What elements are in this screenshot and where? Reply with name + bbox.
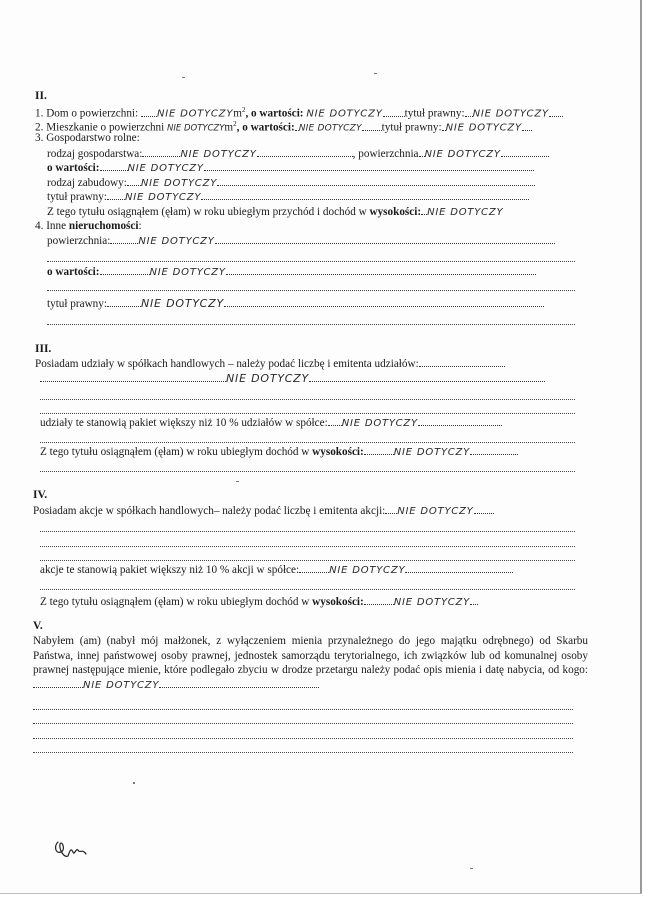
farm-area-label: , powierzchnia <box>352 148 419 160</box>
blank-line <box>40 470 575 472</box>
farm-area-entry: NIE DOTYCZY <box>424 149 501 160</box>
farm-title-entry: NIE DOTYCZY <box>124 192 202 203</box>
section-4-shares-label: Posiadam akcje w spółkach handlowych– należy podać liczbę i emitenta akcji: <box>33 505 386 517</box>
scan-speck <box>133 782 135 784</box>
section-4-heading: IV. <box>33 489 48 501</box>
farm-title-label: tytuł prawny: <box>47 191 107 203</box>
scan-speck <box>374 73 377 74</box>
section-4-pakiet-row <box>40 564 513 577</box>
farm-income-entry: NIE DOTYCZY <box>427 207 504 218</box>
farm-value-row <box>47 162 534 175</box>
blank-line <box>40 588 575 590</box>
house-value-entry: NIE DOTYCZY <box>306 108 383 120</box>
signature-mark <box>52 836 92 866</box>
section-5-entry: NIE DOTYCZY <box>83 679 160 691</box>
blank-line <box>47 289 575 291</box>
section-3-shares-label: Posiadam udziały w spółkach handlowych – należy podać liczbę i emitenta udziałów: <box>35 358 419 370</box>
farm-build-entry: NIE DOTYCZY <box>140 178 218 189</box>
farm-value-label: o wartości: <box>47 162 100 174</box>
blank-line <box>40 398 575 400</box>
flat-label: 2. Mieszkanie o powierzchni <box>35 121 165 134</box>
flat-value-entry: NIE DOTYCZY <box>298 123 362 134</box>
scan-speck <box>236 481 239 482</box>
section-5-heading: V. <box>33 620 43 632</box>
farm-income-label: Z tego tytułu osiągnąłem (ęłam) w roku ubiegłym przychód i dochód w <box>47 206 367 218</box>
blank-line <box>33 708 573 710</box>
blank-line <box>33 751 573 753</box>
farm-build-label: rodzaj zabudowy: <box>47 177 127 189</box>
house-title-entry: NIE DOTYCZY <box>472 108 549 120</box>
house-title-label: tytuł prawny: <box>404 107 465 120</box>
other-value-entry: NIE DOTYCZY <box>149 267 226 278</box>
other-title-entry: NIE DOTYCZY <box>140 297 225 310</box>
section-4-income-row: Z tego tytułu osiągnąłem (ęłam) w roku ubiegłym dochód w wysokości: NIE DOTYCZY <box>40 596 478 609</box>
section-3-shares-entry-row <box>40 372 545 386</box>
section-3-pakiet-row <box>40 417 502 430</box>
farm-income-row: Z tego tytułu osiągnąłem (ęłam) w roku ubiegłym przychód i dochód w wysokości: NIE DOTYCZY <box>47 206 504 218</box>
blank-line <box>33 722 573 724</box>
farm-value-entry: NIE DOTYCZY <box>127 163 204 174</box>
blank-line <box>40 441 575 443</box>
section-5-paragraph: Nabyłem (am) (nabył mój małżonek, z wyłączeniem mienia przynależnego do jego majątku odrębnego) od Skarbu Państwa, innej państwowej osoby prawnej, jednostek samorządu terytorialnego, ich związków lub od komunalnej osoby prawnej następujące mienie, które podlegało zbyciu w drodze przetargu należy podać opis mienia i datę nabycia, od kogo: <box>33 635 588 676</box>
house-area-entry: NIE DOTYCZY <box>156 108 234 120</box>
flat-title-entry: NIE DOTYCZY <box>445 122 522 134</box>
other-value-row <box>47 266 536 279</box>
section-5-text <box>33 634 588 693</box>
other-area-label: powierzchnia: <box>47 235 111 247</box>
section-4-shares-row <box>33 505 494 518</box>
other-area-entry: NIE DOTYCZY <box>138 236 215 247</box>
other-title-row <box>47 297 544 311</box>
blank-line <box>33 737 573 739</box>
house-label: 1. Dom o powierzchni: <box>35 107 139 120</box>
section-2-heading: II. <box>35 90 47 102</box>
section-3-income-entry: NIE DOTYCZY <box>393 447 471 458</box>
house-row: 1. Dom o powierzchni: NIE DOTYCZYm$^2$, o wartości: NIE DOTYCZY tytuł prawny: NIE DOTYCZY <box>35 104 563 121</box>
blank-line <box>40 545 575 547</box>
farm-build-row <box>47 177 535 190</box>
farm-type-row <box>47 148 549 161</box>
other-area-row <box>47 235 555 248</box>
section-3-pakiet-entry: NIE DOTYCZY <box>341 418 418 429</box>
blank-line <box>40 559 575 561</box>
section-4-income-entry: NIE DOTYCZY <box>393 597 471 608</box>
section-3-income-row: Z tego tytułu osiągnąłem (ęłam) w roku ubiegłym dochód w wysokości: NIE DOTYCZY <box>40 446 518 459</box>
section-3-shares-row <box>35 358 505 371</box>
farm-type-entry: NIE DOTYCZY <box>180 149 257 160</box>
section-4-pakiet-entry: NIE DOTYCZY <box>329 565 406 576</box>
farm-type-label: rodzaj gospodarstwa: <box>47 148 143 160</box>
section-3-pakiet-label: udziały te stanowią pakiet większy niż 10 % udziałów w spółce: <box>40 417 328 429</box>
flat-value-label: , o wartości: <box>236 121 295 134</box>
section-4-shares-entry: NIE DOTYCZY <box>397 506 474 517</box>
section-4-pakiet-label: akcje te stanowią pakiet większy niż 10 % akcji w spółce: <box>40 564 300 576</box>
other-title-label: tytuł prawny: <box>47 298 107 310</box>
blank-line <box>40 530 575 532</box>
farm-heading: 3. Gospodarstwo rolne: <box>35 132 140 144</box>
scan-speck <box>182 77 185 78</box>
section-3-shares-entry: NIE DOTYCZY <box>226 372 310 385</box>
flat-row: 2. Mieszkanie o powierzchni NIE DOTYCZYm$^2$, o wartości: NIE DOTYCZY tytuł prawny: NIE DOTYCZY <box>35 118 532 136</box>
blank-line <box>47 260 575 262</box>
blank-line <box>47 323 575 325</box>
section-3-income-label: Z tego tytułu osiągnąłem (ęłam) w roku ubiegłym dochód w <box>40 446 310 458</box>
flat-area-entry: NIE DOTYCZY <box>167 123 225 134</box>
section-3-heading: III. <box>35 343 52 355</box>
blank-line <box>40 412 575 414</box>
other-property-heading: 4. Inne nieruchomości: <box>35 220 142 232</box>
other-value-label: o wartości: <box>47 266 100 278</box>
scan-speck <box>470 868 473 869</box>
farm-title-row <box>47 191 529 204</box>
house-value-label: , o wartości: <box>245 107 304 120</box>
flat-title-label: tytuł prawny: <box>381 121 442 134</box>
section-4-income-label: Z tego tytułu osiągnąłem (ęłam) w roku ubiegłym dochód w <box>40 596 310 608</box>
